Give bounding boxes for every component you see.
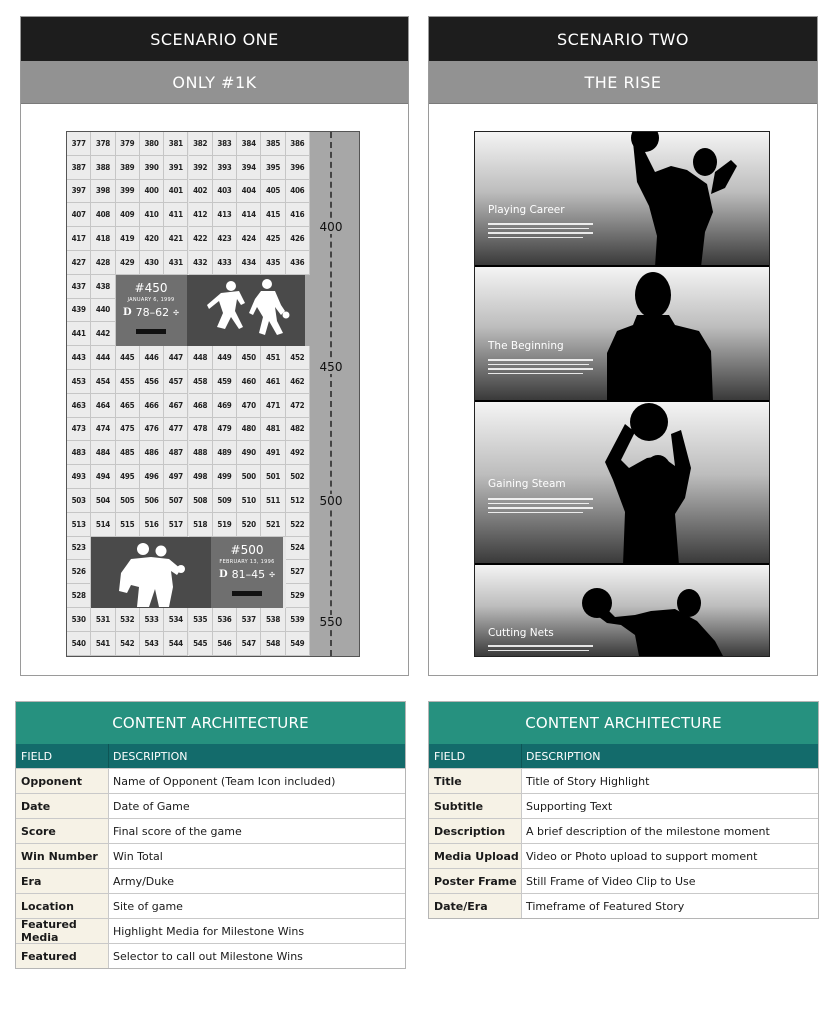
win-number-cell[interactable]: 460 bbox=[237, 370, 261, 394]
win-number-cell[interactable]: 393 bbox=[213, 156, 237, 180]
win-number-cell[interactable]: 427 bbox=[67, 251, 91, 275]
scenario-one-title: SCENARIO ONE bbox=[21, 17, 408, 61]
win-number-cell[interactable]: 475 bbox=[116, 418, 140, 442]
win-number-cell[interactable]: 538 bbox=[261, 608, 285, 632]
win-number-cell[interactable]: 491 bbox=[261, 441, 285, 465]
win-number-cell[interactable]: 414 bbox=[237, 203, 261, 227]
milestone-500-score-row bbox=[211, 568, 283, 581]
players-embrace-silhouette-icon bbox=[91, 537, 211, 608]
field-cell: Location bbox=[16, 894, 109, 918]
win-number-cell[interactable]: 451 bbox=[261, 346, 285, 370]
story-title: The Beginning bbox=[488, 340, 564, 352]
win-number-cell[interactable]: 513 bbox=[67, 513, 91, 537]
description-cell: Highlight Media for Milestone Wins bbox=[113, 924, 305, 938]
win-number-cell[interactable]: 458 bbox=[189, 370, 213, 394]
table-header-row bbox=[429, 744, 818, 768]
win-number-cell[interactable]: 404 bbox=[237, 180, 261, 204]
win-number-cell[interactable]: 529 bbox=[286, 584, 310, 608]
win-number-cell[interactable]: 446 bbox=[140, 346, 164, 370]
field-cell: Title bbox=[429, 769, 522, 793]
win-number-cell[interactable]: 406 bbox=[286, 180, 310, 204]
win-number-cell[interactable]: 422 bbox=[189, 227, 213, 251]
milestone-450-score: 78–62 bbox=[135, 306, 170, 319]
win-number-cell[interactable]: 440 bbox=[91, 299, 115, 323]
win-number-cell[interactable]: 391 bbox=[164, 156, 188, 180]
win-number-cell[interactable]: 416 bbox=[286, 203, 310, 227]
win-number-cell[interactable]: 499 bbox=[213, 465, 237, 489]
win-number-cell[interactable]: 387 bbox=[67, 156, 91, 180]
win-number-cell[interactable]: 541 bbox=[91, 632, 115, 656]
table-body bbox=[16, 768, 405, 968]
win-number-cell[interactable]: 479 bbox=[213, 418, 237, 442]
win-number-cell[interactable]: 533 bbox=[140, 608, 164, 632]
win-number-cell[interactable]: 442 bbox=[91, 322, 115, 346]
win-number-cell[interactable]: 488 bbox=[189, 441, 213, 465]
win-number-cell[interactable]: 437 bbox=[67, 275, 91, 299]
win-number-cell[interactable]: 434 bbox=[237, 251, 261, 275]
win-number-cell[interactable]: 514 bbox=[91, 513, 115, 537]
description-cell: Site of game bbox=[113, 899, 183, 913]
win-number-cell[interactable]: 409 bbox=[116, 203, 140, 227]
win-number-cell[interactable]: 547 bbox=[237, 632, 261, 656]
win-number-cell[interactable]: 395 bbox=[261, 156, 285, 180]
win-number-cell[interactable]: 455 bbox=[116, 370, 140, 394]
win-scale-bar bbox=[305, 132, 359, 656]
win-number-cell[interactable]: 466 bbox=[140, 394, 164, 418]
description-cell: Selector to call out Milestone Wins bbox=[113, 949, 303, 963]
win-number-cell[interactable]: 378 bbox=[91, 132, 115, 156]
win-number-cell[interactable]: 498 bbox=[189, 465, 213, 489]
win-number-cell[interactable]: 515 bbox=[116, 513, 140, 537]
table-row bbox=[16, 843, 405, 868]
win-number-cell[interactable]: 481 bbox=[261, 418, 285, 442]
win-number-cell[interactable]: 536 bbox=[213, 608, 237, 632]
description-cell: Army/Duke bbox=[113, 874, 174, 888]
scale-dashed-line bbox=[330, 132, 332, 656]
description-cell: A brief description of the milestone moment bbox=[526, 824, 770, 838]
win-number-cell[interactable]: 524 bbox=[286, 537, 310, 561]
win-number-cell[interactable]: 402 bbox=[189, 180, 213, 204]
win-number-cell[interactable]: 527 bbox=[286, 560, 310, 584]
win-number-cell[interactable]: 537 bbox=[237, 608, 261, 632]
win-number-cell[interactable]: 471 bbox=[261, 394, 285, 418]
win-number-cell[interactable]: 397 bbox=[67, 180, 91, 204]
win-number-cell[interactable]: 528 bbox=[67, 584, 91, 608]
description-cell: Win Total bbox=[113, 849, 163, 863]
win-number-cell[interactable]: 472 bbox=[286, 394, 310, 418]
win-number-cell[interactable]: 519 bbox=[213, 513, 237, 537]
win-number-cell[interactable]: 400 bbox=[140, 180, 164, 204]
win-number-cell[interactable]: 470 bbox=[237, 394, 261, 418]
win-number-cell[interactable]: 508 bbox=[189, 489, 213, 513]
win-number-cell[interactable]: 542 bbox=[116, 632, 140, 656]
win-number-cell[interactable]: 405 bbox=[261, 180, 285, 204]
win-number-cell[interactable]: 501 bbox=[261, 465, 285, 489]
win-number-cell[interactable]: 476 bbox=[140, 418, 164, 442]
win-number-cell[interactable]: 379 bbox=[116, 132, 140, 156]
field-cell: Subtitle bbox=[429, 794, 522, 818]
win-number-cell[interactable]: 435 bbox=[261, 251, 285, 275]
win-number-cell[interactable]: 503 bbox=[67, 489, 91, 513]
win-number-cell[interactable]: 463 bbox=[67, 394, 91, 418]
win-number-cell[interactable]: 438 bbox=[91, 275, 115, 299]
win-number-cell[interactable]: 456 bbox=[140, 370, 164, 394]
win-number-cell[interactable]: 413 bbox=[213, 203, 237, 227]
win-number-cell[interactable]: 545 bbox=[189, 632, 213, 656]
win-number-cell[interactable]: 381 bbox=[164, 132, 188, 156]
win-number-cell[interactable]: 457 bbox=[164, 370, 188, 394]
win-number-cell[interactable]: 495 bbox=[116, 465, 140, 489]
win-number-cell[interactable]: 477 bbox=[164, 418, 188, 442]
field-cell: Date bbox=[16, 794, 109, 818]
unc-logo-icon: ✣ bbox=[173, 308, 180, 317]
win-number-cell[interactable]: 432 bbox=[189, 251, 213, 275]
win-number-cell[interactable]: 415 bbox=[261, 203, 285, 227]
field-cell: Opponent bbox=[16, 769, 109, 793]
win-number-cell[interactable]: 484 bbox=[91, 441, 115, 465]
milestone-500-card[interactable] bbox=[211, 537, 283, 608]
milestone-500-score: 81–45 bbox=[231, 568, 266, 581]
win-number-cell[interactable]: 443 bbox=[67, 346, 91, 370]
win-number-cell[interactable]: 441 bbox=[67, 322, 91, 346]
win-number-cell[interactable]: 449 bbox=[213, 346, 237, 370]
win-number-cell[interactable]: 522 bbox=[286, 513, 310, 537]
table-title: CONTENT ARCHITECTURE bbox=[429, 702, 818, 744]
win-number-cell[interactable]: 473 bbox=[67, 418, 91, 442]
win-number-cell[interactable]: 383 bbox=[213, 132, 237, 156]
description-cell: Still Frame of Video Clip to Use bbox=[526, 874, 696, 888]
win-number-cell[interactable]: 386 bbox=[286, 132, 310, 156]
win-number-cell[interactable]: 534 bbox=[164, 608, 188, 632]
win-number-cell[interactable]: 462 bbox=[286, 370, 310, 394]
content-architecture-table-two bbox=[428, 701, 819, 919]
table-row bbox=[16, 918, 405, 943]
milestone-450-view-button[interactable] bbox=[136, 329, 166, 334]
field-cell: Era bbox=[16, 869, 109, 893]
table-header-row bbox=[16, 744, 405, 768]
field-cell: Featured bbox=[16, 944, 109, 968]
win-number-cell[interactable]: 480 bbox=[237, 418, 261, 442]
table-title: CONTENT ARCHITECTURE bbox=[16, 702, 405, 744]
win-number-cell[interactable]: 429 bbox=[116, 251, 140, 275]
win-number-cell[interactable]: 426 bbox=[286, 227, 310, 251]
win-number-cell[interactable]: 512 bbox=[286, 489, 310, 513]
milestone-450-number: #450 bbox=[134, 281, 168, 295]
win-number-cell[interactable]: 420 bbox=[140, 227, 164, 251]
win-number-cell[interactable]: 492 bbox=[286, 441, 310, 465]
win-number-cell[interactable]: 454 bbox=[91, 370, 115, 394]
description-cell: Video or Photo upload to support moment bbox=[526, 849, 758, 863]
win-number-cell[interactable]: 483 bbox=[67, 441, 91, 465]
win-number-cell[interactable]: 489 bbox=[213, 441, 237, 465]
description-cell: Title of Story Highlight bbox=[526, 774, 650, 788]
milestone-500-view-button[interactable] bbox=[232, 591, 262, 596]
story-title: Cutting Nets bbox=[488, 627, 554, 639]
win-number-cell[interactable]: 478 bbox=[189, 418, 213, 442]
win-number-cell[interactable]: 506 bbox=[140, 489, 164, 513]
table-row bbox=[16, 868, 405, 893]
field-cell: Win Number bbox=[16, 844, 109, 868]
win-number-cell[interactable]: 486 bbox=[140, 441, 164, 465]
win-number-cell[interactable]: 408 bbox=[91, 203, 115, 227]
milestone-450-photo bbox=[187, 275, 305, 346]
win-number-cell[interactable]: 535 bbox=[189, 608, 213, 632]
milestone-500-photo bbox=[91, 537, 211, 608]
win-number-cell[interactable]: 504 bbox=[91, 489, 115, 513]
win-number-cell[interactable]: 407 bbox=[67, 203, 91, 227]
table-row bbox=[429, 768, 818, 793]
story-list bbox=[474, 131, 770, 657]
field-cell: Featured Media bbox=[16, 919, 109, 943]
table-row bbox=[16, 893, 405, 918]
win-number-cell[interactable]: 494 bbox=[91, 465, 115, 489]
win-number-cell[interactable]: 384 bbox=[237, 132, 261, 156]
scenario-two-subtitle: THE RISE bbox=[429, 61, 817, 104]
win-number-cell[interactable]: 530 bbox=[67, 608, 91, 632]
win-number-cell[interactable]: 448 bbox=[189, 346, 213, 370]
win-number-cell[interactable]: 431 bbox=[164, 251, 188, 275]
win-number-cell[interactable]: 444 bbox=[91, 346, 115, 370]
win-number-cell[interactable]: 482 bbox=[286, 418, 310, 442]
players-silhouette-icon bbox=[187, 275, 305, 346]
win-number-cell[interactable]: 418 bbox=[91, 227, 115, 251]
win-number-cell[interactable]: 419 bbox=[116, 227, 140, 251]
header-description: DESCRIPTION bbox=[526, 749, 601, 763]
description-cell: Timeframe of Featured Story bbox=[526, 899, 685, 913]
story-card-cutting-nets[interactable] bbox=[475, 565, 769, 656]
win-number-cell[interactable]: 493 bbox=[67, 465, 91, 489]
scale-label-550: 550 bbox=[311, 615, 351, 629]
header-field: FIELD bbox=[429, 744, 522, 768]
scenario-two-title: SCENARIO TWO bbox=[429, 17, 817, 61]
milestone-450-date: JANUARY 6, 1999 bbox=[127, 297, 175, 303]
win-number-cell[interactable]: 520 bbox=[237, 513, 261, 537]
win-number-cell[interactable]: 377 bbox=[67, 132, 91, 156]
description-cell: Name of Opponent (Team Icon included) bbox=[113, 774, 336, 788]
win-number-cell[interactable]: 539 bbox=[286, 608, 310, 632]
win-number-cell[interactable]: 507 bbox=[164, 489, 188, 513]
milestone-500-date: FEBRUARY 13, 1996 bbox=[219, 559, 275, 565]
story-card-the-beginning[interactable] bbox=[475, 267, 769, 402]
win-number-cell[interactable]: 445 bbox=[116, 346, 140, 370]
story-card-gaining-steam[interactable] bbox=[475, 402, 769, 565]
win-number-cell[interactable]: 464 bbox=[91, 394, 115, 418]
win-number-cell[interactable]: 516 bbox=[140, 513, 164, 537]
win-number-cell[interactable]: 396 bbox=[286, 156, 310, 180]
milestone-500-number: #500 bbox=[230, 543, 264, 557]
story-title: Gaining Steam bbox=[488, 478, 566, 490]
table-row bbox=[16, 768, 405, 793]
table-body bbox=[429, 768, 818, 918]
win-number-cell[interactable]: 423 bbox=[213, 227, 237, 251]
win-number-cell[interactable]: 546 bbox=[213, 632, 237, 656]
win-number-cell[interactable]: 549 bbox=[286, 632, 310, 656]
field-cell: Media Upload bbox=[429, 844, 522, 868]
scale-label-400: 400 bbox=[311, 220, 351, 234]
milestone-450-score-row bbox=[115, 306, 187, 319]
win-number-cell[interactable]: 526 bbox=[67, 560, 91, 584]
table-row bbox=[429, 893, 818, 918]
win-number-cell[interactable]: 433 bbox=[213, 251, 237, 275]
win-number-cell[interactable]: 505 bbox=[116, 489, 140, 513]
duke-logo-icon: D bbox=[218, 569, 228, 580]
win-number-grid bbox=[66, 131, 360, 657]
scale-label-500: 500 bbox=[311, 494, 351, 508]
win-number-cell[interactable]: 398 bbox=[91, 180, 115, 204]
story-description-text bbox=[488, 645, 593, 655]
field-cell: Poster Frame bbox=[429, 869, 522, 893]
scale-label-450: 450 bbox=[311, 360, 351, 374]
description-cell: Date of Game bbox=[113, 799, 190, 813]
scenario-one-panel bbox=[20, 16, 409, 676]
win-number-cell[interactable]: 511 bbox=[261, 489, 285, 513]
win-number-cell[interactable]: 428 bbox=[91, 251, 115, 275]
win-number-cell[interactable]: 410 bbox=[140, 203, 164, 227]
table-row bbox=[429, 843, 818, 868]
win-number-cell[interactable]: 500 bbox=[237, 465, 261, 489]
win-number-cell[interactable]: 532 bbox=[116, 608, 140, 632]
win-number-cell[interactable]: 518 bbox=[189, 513, 213, 537]
win-number-cell[interactable]: 540 bbox=[67, 632, 91, 656]
win-number-cell[interactable]: 548 bbox=[261, 632, 285, 656]
win-number-cell[interactable]: 411 bbox=[164, 203, 188, 227]
win-number-cell[interactable]: 465 bbox=[116, 394, 140, 418]
win-number-cell[interactable]: 543 bbox=[140, 632, 164, 656]
win-number-cell[interactable]: 485 bbox=[116, 441, 140, 465]
win-number-cell[interactable]: 403 bbox=[213, 180, 237, 204]
win-number-cell[interactable]: 401 bbox=[164, 180, 188, 204]
table-row bbox=[429, 868, 818, 893]
win-number-cell[interactable]: 502 bbox=[286, 465, 310, 489]
win-number-cell[interactable]: 390 bbox=[140, 156, 164, 180]
win-number-cell[interactable]: 382 bbox=[189, 132, 213, 156]
win-number-cell[interactable]: 425 bbox=[261, 227, 285, 251]
win-number-cell[interactable]: 487 bbox=[164, 441, 188, 465]
win-number-cell[interactable]: 436 bbox=[286, 251, 310, 275]
win-number-cell[interactable]: 469 bbox=[213, 394, 237, 418]
story-description-text bbox=[488, 498, 593, 520]
win-number-cell[interactable]: 430 bbox=[140, 251, 164, 275]
win-number-cell[interactable]: 544 bbox=[164, 632, 188, 656]
win-number-cell[interactable]: 439 bbox=[67, 299, 91, 323]
table-row bbox=[16, 793, 405, 818]
win-number-cell[interactable]: 452 bbox=[286, 346, 310, 370]
field-cell: Score bbox=[16, 819, 109, 843]
win-number-cell[interactable]: 467 bbox=[164, 394, 188, 418]
player-portrait-silhouette-icon bbox=[475, 267, 769, 402]
win-number-cell[interactable]: 517 bbox=[164, 513, 188, 537]
win-number-cell[interactable]: 509 bbox=[213, 489, 237, 513]
win-number-cell[interactable]: 474 bbox=[91, 418, 115, 442]
field-cell: Description bbox=[429, 819, 522, 843]
scenario-one-subtitle: ONLY #1K bbox=[21, 61, 408, 104]
win-number-cell[interactable]: 399 bbox=[116, 180, 140, 204]
win-number-cell[interactable]: 497 bbox=[164, 465, 188, 489]
win-number-cell[interactable]: 389 bbox=[116, 156, 140, 180]
win-number-cell[interactable]: 490 bbox=[237, 441, 261, 465]
story-card-playing-career[interactable] bbox=[475, 132, 769, 267]
description-cell: Supporting Text bbox=[526, 799, 613, 813]
unc-logo-icon: ✣ bbox=[269, 570, 276, 579]
story-description-text bbox=[488, 223, 593, 245]
win-number-cell[interactable]: 421 bbox=[164, 227, 188, 251]
header-description: DESCRIPTION bbox=[113, 749, 188, 763]
win-number-cell[interactable]: 531 bbox=[91, 608, 115, 632]
win-number-cell[interactable]: 459 bbox=[213, 370, 237, 394]
win-number-cell[interactable]: 412 bbox=[189, 203, 213, 227]
story-description-text bbox=[488, 359, 593, 381]
field-cell: Date/Era bbox=[429, 894, 522, 918]
win-number-cell[interactable]: 417 bbox=[67, 227, 91, 251]
win-number-cell[interactable]: 388 bbox=[91, 156, 115, 180]
win-number-cell[interactable]: 468 bbox=[189, 394, 213, 418]
win-number-cell[interactable]: 447 bbox=[164, 346, 188, 370]
player-dunk-silhouette-icon bbox=[475, 132, 769, 267]
story-title: Playing Career bbox=[488, 204, 565, 216]
win-number-cell[interactable]: 424 bbox=[237, 227, 261, 251]
win-number-cell[interactable]: 394 bbox=[237, 156, 261, 180]
win-number-cell[interactable]: 510 bbox=[237, 489, 261, 513]
table-row bbox=[16, 943, 405, 968]
table-row bbox=[16, 818, 405, 843]
description-cell: Final score of the game bbox=[113, 824, 242, 838]
win-number-cell[interactable]: 450 bbox=[237, 346, 261, 370]
win-number-cell[interactable]: 521 bbox=[261, 513, 285, 537]
win-number-cell[interactable]: 380 bbox=[140, 132, 164, 156]
win-number-cell[interactable]: 461 bbox=[261, 370, 285, 394]
win-number-cell[interactable]: 523 bbox=[67, 537, 91, 561]
win-number-cell[interactable]: 392 bbox=[189, 156, 213, 180]
milestone-450-card[interactable] bbox=[115, 275, 187, 346]
win-number-cell[interactable]: 496 bbox=[140, 465, 164, 489]
content-architecture-table-one bbox=[15, 701, 406, 969]
win-number-cell[interactable]: 385 bbox=[261, 132, 285, 156]
win-number-cell[interactable]: 453 bbox=[67, 370, 91, 394]
header-field: FIELD bbox=[16, 744, 109, 768]
table-row bbox=[429, 818, 818, 843]
player-passing-silhouette-icon bbox=[475, 565, 769, 656]
table-row bbox=[429, 793, 818, 818]
scenario-two-panel bbox=[428, 16, 818, 676]
duke-logo-icon: D bbox=[122, 307, 132, 318]
